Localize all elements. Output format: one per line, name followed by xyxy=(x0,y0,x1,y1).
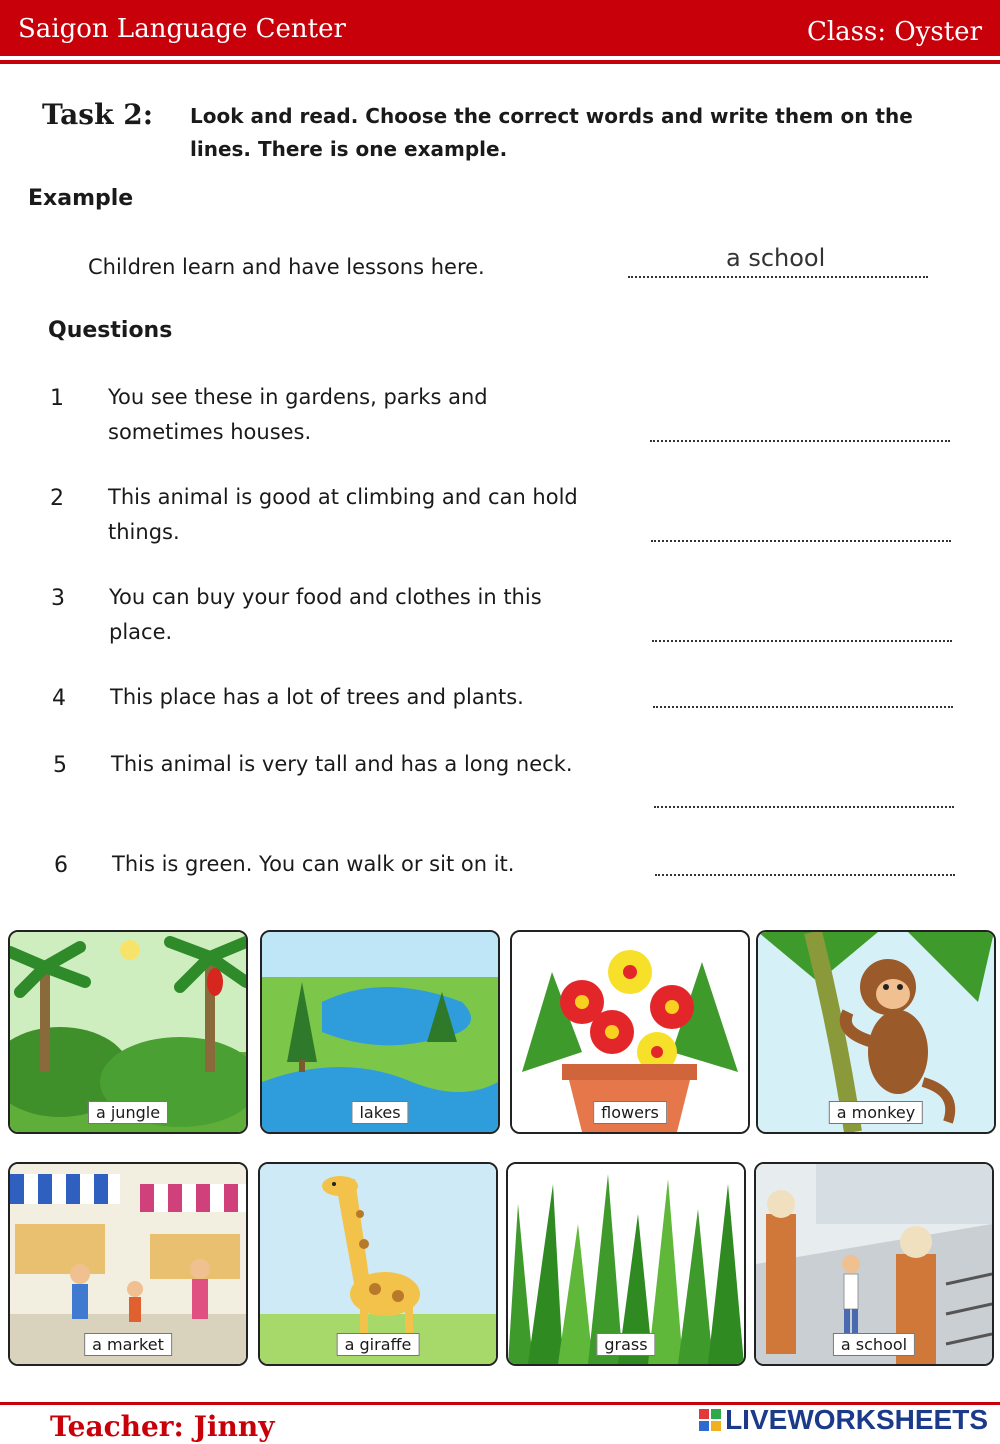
school-illustration xyxy=(754,1162,994,1366)
jungle-illustration xyxy=(8,930,248,1134)
task-instruction: Look and read. Choose the correct words and write them on the lines. There is one example. xyxy=(190,104,913,161)
teacher-name: Teacher: Jinny xyxy=(50,1410,275,1443)
question-text: You see these in gardens, parks and sometimes houses. xyxy=(108,385,488,444)
market-illustration xyxy=(8,1162,248,1366)
header-divider xyxy=(0,60,1000,64)
picture-label: grass xyxy=(596,1333,655,1356)
class-label: Class: Oyster xyxy=(806,17,982,47)
monkey-illustration xyxy=(756,930,996,1134)
question-number: 2 xyxy=(50,486,64,511)
picture-label: a monkey xyxy=(829,1101,923,1124)
picture-label: a jungle xyxy=(88,1101,168,1124)
question-text: You can buy your food and clothes in this place. xyxy=(109,585,542,644)
question-number: 3 xyxy=(51,586,65,611)
example-text: Children learn and have lessons here. xyxy=(88,255,485,279)
giraffe-illustration xyxy=(258,1162,498,1366)
brand-name: LIVEWORKSHEETS xyxy=(725,1404,988,1435)
answer-line-3[interactable] xyxy=(652,640,952,642)
example-heading: Example xyxy=(28,186,134,211)
answer-line-2[interactable] xyxy=(651,540,951,542)
question-number: 4 xyxy=(52,686,66,711)
picture-label: a giraffe xyxy=(337,1333,420,1356)
question-text: This animal is very tall and has a long neck. xyxy=(111,752,573,776)
grass-illustration xyxy=(506,1162,746,1366)
header-bar xyxy=(0,0,1000,56)
question-number: 1 xyxy=(50,386,64,411)
answer-line-1[interactable] xyxy=(650,440,950,442)
flowers-illustration xyxy=(510,930,750,1134)
example-answer-line xyxy=(628,276,928,278)
question-number: 6 xyxy=(54,853,68,878)
liveworksheets-logo xyxy=(699,1404,988,1436)
center-name: Saigon Language Center xyxy=(18,14,346,44)
answer-line-5[interactable] xyxy=(654,806,954,808)
lakes-illustration xyxy=(260,930,500,1134)
liveworksheets-icon xyxy=(699,1409,721,1431)
question-text: This place has a lot of trees and plants. xyxy=(110,685,524,709)
question-number: 5 xyxy=(53,753,67,778)
questions-heading: Questions xyxy=(48,318,173,343)
picture-label: flowers xyxy=(593,1101,667,1124)
picture-label: a school xyxy=(833,1333,915,1356)
question-text: This is green. You can walk or sit on it. xyxy=(112,852,515,876)
answer-line-4[interactable] xyxy=(653,706,953,708)
picture-label: a market xyxy=(84,1333,172,1356)
question-text: This animal is good at climbing and can hold things. xyxy=(108,485,578,544)
picture-label: lakes xyxy=(351,1101,408,1124)
task-label: Task 2: xyxy=(42,98,154,131)
example-answer: a school xyxy=(726,244,826,272)
answer-line-6[interactable] xyxy=(655,874,955,876)
